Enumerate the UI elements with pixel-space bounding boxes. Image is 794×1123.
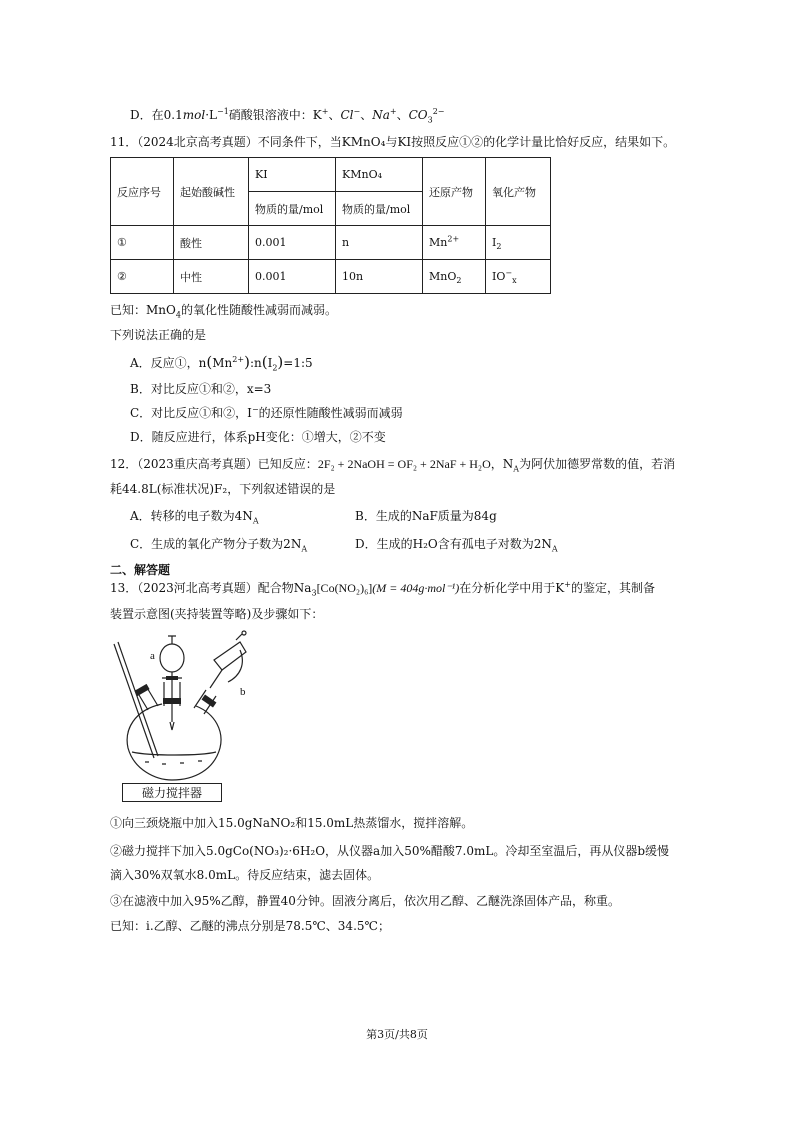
th-kmno4-amount: 物质的量/mol <box>336 192 423 226</box>
q13-known: 已知：i.乙醇、乙醚的沸点分别是78.5℃、34.5℃； <box>110 919 390 933</box>
section-heading: 二、解答题 <box>110 563 171 577</box>
q12-option-c: C．生成的氧化产物分子数为$2N_A$ <box>130 537 308 554</box>
q11-option-a: A．反应①，$n(Mn^{2+}):n(I_2)=1:5$ <box>130 353 313 373</box>
three-neck-flask-diagram <box>110 630 250 782</box>
reaction-table <box>110 157 551 294</box>
q13-step-2-line2: 滴入30%双氧水8.0mL。待反应结束，滤去固体。 <box>110 868 380 882</box>
page-footer: 第3页/共8页 <box>366 1028 428 1041</box>
magnetic-stirrer-label: 磁力搅拌器 <box>122 783 222 802</box>
q11-option-b: B．对比反应①和②，x=3 <box>130 382 272 396</box>
th-oxidation-product: 氧化产物 <box>486 158 551 226</box>
th-seq: 反应序号 <box>111 158 174 226</box>
instrument-b-label: b <box>240 686 246 698</box>
q11-question: 下列说法正确的是 <box>110 328 207 342</box>
q12-option-a: A．转移的电子数为$4N_A$ <box>130 509 259 526</box>
apparatus-figure <box>110 630 250 805</box>
th-ki: KI <box>249 158 336 192</box>
table-row: ② 中性 0.001 10n MnO$_2$ $IO^-_x$ <box>111 260 551 294</box>
q12-option-d: D．生成的H₂O含有孤电子对数为$2N_A$ <box>355 537 558 554</box>
th-kmno4: KMnO₄ <box>336 158 423 192</box>
th-acidity: 起始酸碱性 <box>174 158 249 226</box>
q12-stem-line2: 耗44.8L(标准状况)F₂，下列叙述错误的是 <box>110 482 336 496</box>
q12-stem: 12．（2023重庆高考真题）已知反应：2F₂ + 2NaOH = OF₂ + 2NaF + H₂O，$N_A$为阿伏加德罗常数的值，若消 <box>110 457 676 474</box>
q13-stem-line2: 装置示意图(夹持装置等略)及步骤如下： <box>110 607 324 621</box>
q10-option-d: D．在$0.1mol\cdot L^{-1}$硝酸银溶液中：K+、Cl−、Na+、$CO_3^{2-}$ <box>130 107 445 125</box>
q11-option-d: D．随反应进行，体系pH变化：①增大，②不变 <box>130 430 386 444</box>
q11-stem: 11．（2024北京高考真题）不同条件下，当KMnO₄与KI按照反应①②的化学计量比恰好反应，结果如下。 <box>110 135 676 149</box>
table-row: ① 酸性 0.001 n $Mn^{2+}$ $I_2$ <box>111 226 551 260</box>
th-reduction-product: 还原产物 <box>423 158 486 226</box>
q13-stem: 13．（2023河北高考真题）配合物$Na_3[Co(NO_2)_6](M = 404g\cdot mol^{-1})$在分析化学中用于K+的鉴定，其制备 <box>110 580 655 598</box>
q12-option-b: B．生成的NaF质量为84g <box>355 509 497 523</box>
q13-step-1: ①向三颈烧瓶中加入15.0gNaNO₂和15.0mL热蒸馏水，搅拌溶解。 <box>110 816 474 830</box>
q13-step-2-line1: ②磁力搅拌下加入5.0gCo(NO₃)₂·6H₂O，从仪器a加入50%醋酸7.0mL。冷却至室温后，再从仪器b缓慢 <box>110 844 669 858</box>
instrument-a-label: a <box>150 650 155 662</box>
q11-option-c: C．对比反应①和②，I−的还原性随酸性减弱而减弱 <box>130 405 403 420</box>
q11-known: 已知：MnO$_4$的氧化性随酸性减弱而减弱。 <box>110 303 337 320</box>
q13-step-3: ③在滤液中加入95%乙醇，静置40分钟。固液分离后，依次用乙醇、乙醚洗涤固体产品，称重。 <box>110 894 620 908</box>
th-ki-amount: 物质的量/mol <box>249 192 336 226</box>
